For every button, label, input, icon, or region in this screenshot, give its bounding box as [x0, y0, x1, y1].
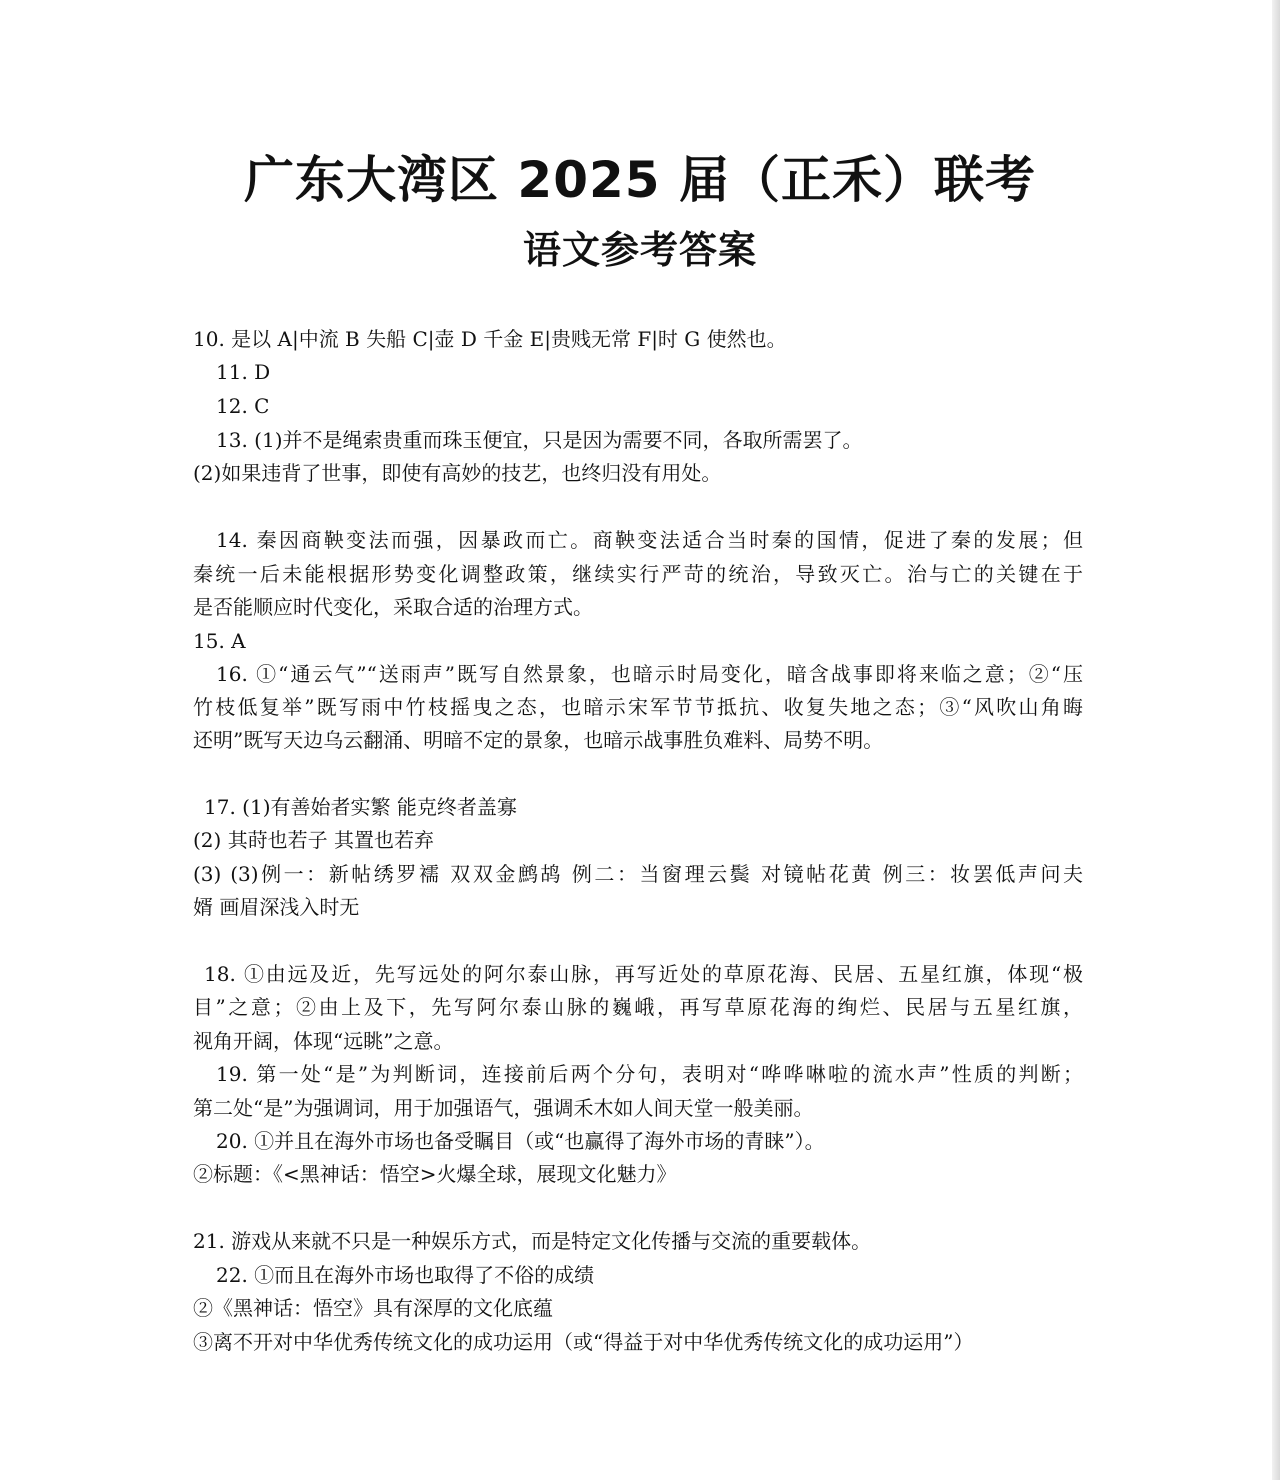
answer-line-q10: 10. 是以 A|中流 B 失船 C|壶 D 千金 E|贵贱无常 F|时 G 使然也。: [193, 327, 787, 351]
answer-line-q14-b: 秦统一后未能根据形势变化调整政策，继续实行严苛的统治，导致灭亡。治与亡的关键在于: [193, 562, 1083, 586]
answer-line-q22-1: 22. ①而且在海外市场也取得了不俗的成绩: [216, 1263, 595, 1287]
answer-line-q12: 12. C: [216, 394, 270, 418]
answer-line-q13-2: (2)如果违背了世事，即使有高妙的技艺，也终归没有用处。: [193, 461, 722, 485]
answer-line-q13-1: 13. (1)并不是绳索贵重而珠玉便宜，只是因为需要不同，各取所需罢了。: [216, 428, 863, 452]
page-edge-shadow: [1272, 0, 1280, 1480]
answer-line-q19-a: 19. 第一处“是”为判断词，连接前后两个分句，表明对“哗哗啉啦的流水声”性质的判断；: [216, 1062, 1083, 1086]
answer-line-q18-a: 18. ①由远及近，先写远处的阿尔泰山脉，再写近处的草原花海、民居、五星红旗，体现“极: [204, 962, 1083, 986]
answer-line-q17-3a: (3) (3)例一：新帖绣罗襦 双双金鹧鸪 例二：当窗理云鬓 对镜帖花黄 例三：妆罢低声问夫: [193, 862, 1083, 886]
answer-line-q21: 21. 游戏从来就不只是一种娱乐方式，而是特定文化传播与交流的重要载体。: [193, 1229, 872, 1253]
answer-line-q20-2: ②标题：《<黑神话：悟空>火爆全球，展现文化魅力》: [193, 1162, 677, 1186]
answer-line-q14-c: 是否能顺应时代变化，采取合适的治理方式。: [193, 595, 593, 619]
answer-line-q22-3: ③离不开对中华优秀传统文化的成功运用（或“得益于对中华优秀传统文化的成功运用”）: [193, 1330, 974, 1354]
answer-line-q14-a: 14. 秦因商鞅变法而强，因暴政而亡。商鞅变法适合当时秦的国情，促进了秦的发展；但: [216, 528, 1083, 552]
answer-line-q15: 15. A: [193, 629, 246, 653]
answer-line-q17-2: (2) 其莳也若子 其置也若弃: [193, 828, 435, 852]
answer-line-q22-2: ②《黑神话：悟空》具有深厚的文化底蕴: [193, 1296, 553, 1320]
answer-line-q19-b: 第二处“是”为强调词，用于加强语气，强调禾木如人间天堂一般美丽。: [193, 1096, 814, 1120]
answer-line-q11: 11. D: [216, 360, 271, 384]
answer-line-q16-a: 16. ①“通云气”“送雨声”既写自然景象，也暗示时局变化，暗含战事即将来临之意；②“压: [216, 662, 1083, 686]
answer-line-q17-3b: 婿 画眉深浅入时无: [193, 895, 360, 919]
answer-line-q16-c: 还明”既写天边乌云翻涌、明暗不定的景象，也暗示战事胜负难料、局势不明。: [193, 728, 884, 752]
answer-line-q20-1: 20. ①并且在海外市场也备受瞩目（或“也赢得了海外市场的青睐”）。: [216, 1129, 825, 1153]
answer-line-q16-b: 竹枝低复举”既写雨中竹枝摇曳之态，也暗示宋军节节抵抗、收复失地之态；③“风吹山角晦: [193, 695, 1083, 719]
document-subtitle: 语文参考答案: [522, 228, 757, 272]
answer-line-q17-1: 17. (1)有善始者实繁 能克终者盖寡: [204, 795, 517, 819]
answer-line-q18-c: 视角开阔，体现“远眺”之意。: [193, 1029, 454, 1053]
document-title: 广东大湾区 2025 届（正禾）联考: [244, 151, 1036, 209]
answer-line-q18-b: 目”之意；②由上及下，先写阿尔泰山脉的巍峨，再写草原花海的绚烂、民居与五星红旗，: [193, 995, 1083, 1019]
